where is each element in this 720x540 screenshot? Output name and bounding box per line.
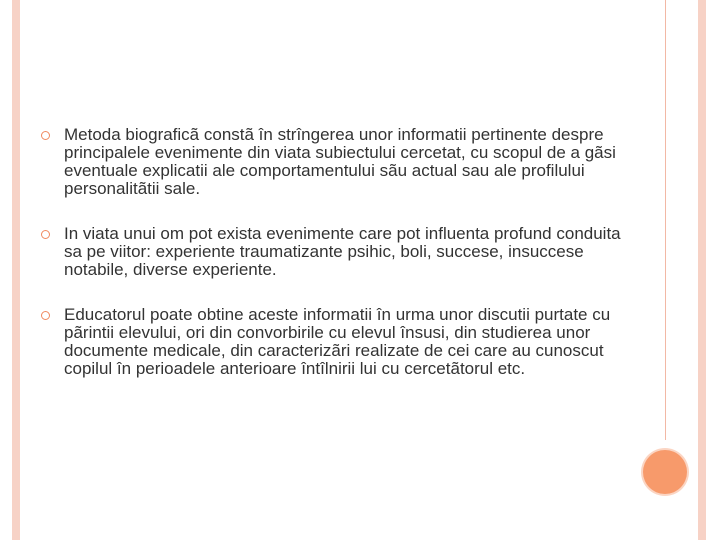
bullet-item bbox=[40, 306, 630, 378]
bullet-text: Educatorul poate obtine aceste informatii în urma unor discutii purtate cu pãrintii elevului, ori din convorbirile cu elevul însusi, din studierea unor documente medicale, din caracterizãri realizate de cei care au cunoscut copilul în perioadele anterioare întîlnirii lui cu cercetãtorul etc. bbox=[64, 305, 611, 378]
bullet-circle-icon bbox=[41, 311, 50, 320]
bullet-item bbox=[40, 225, 630, 279]
bullet-list bbox=[40, 126, 630, 405]
decorative-circle-icon bbox=[643, 450, 687, 494]
bullet-circle-icon bbox=[41, 230, 50, 239]
decorative-vertical-line bbox=[665, 0, 666, 440]
bullet-item bbox=[40, 126, 630, 198]
bullet-text: Metoda biograficã constã în strîngerea unor informatii pertinente despre principalele evenimente din viata subiectului cercetat, cu scopul de a gãsi eventuale explicatii ale comportamentului sãu actual sau ale profilului personalitãtii sale. bbox=[64, 125, 616, 198]
bullet-circle-icon bbox=[41, 131, 50, 140]
bullet-text: In viata unui om pot exista evenimente care pot influenta profund conduita sa pe viitor: experiente traumatizante psihic, boli, succese, insuccese notabile, diverse experiente. bbox=[64, 224, 621, 279]
